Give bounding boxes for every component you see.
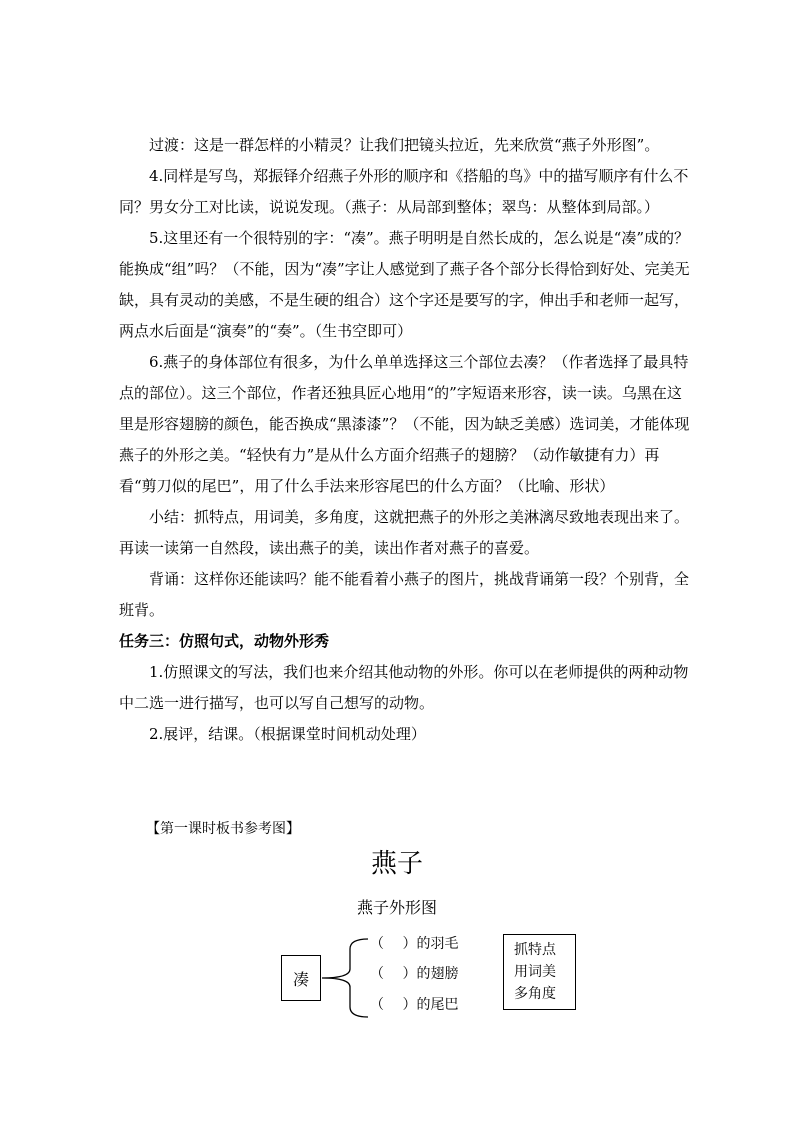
task3-item-1: 1.仿照课文的写法，我们也来介绍其他动物的外形。你可以在老师提供的两种动物中二选一进行描写，也可以写自己想写的动物。 — [119, 663, 689, 712]
lesson-text — [119, 130, 694, 750]
task3-heading: 任务三：仿照句式，动物外形秀 — [119, 632, 330, 650]
center-char-box — [281, 955, 321, 1001]
feature-feathers: （ ）的羽毛 — [370, 936, 459, 952]
paragraph-transition: 过渡：这是一群怎样的小精灵？让我们把镜头拉近，先来欣赏“燕子外形图”。 — [149, 136, 660, 154]
board-caption: 【第一课时板书参考图】 — [146, 821, 300, 837]
method-3: 多角度 — [514, 986, 556, 1002]
paragraph-6: 6.燕子的身体部位有很多，为什么单单选择这三个部位去凑？（作者选择了最具特点的部位）。这三个部位，作者还独具匠心地用“的”字短语来形容，读一读。乌黑在这里是形容翅膀的颜色，能否换成“黑漆漆”？（不能，因为缺乏美感）选词美，才能体现燕子的外形之美。“轻快有力”是从什么方面介绍燕子的翅膀？（动作敏捷有力）再看“剪刀似的尾巴”，用了什么手法来形容尾巴的什么方面？（比喻、形状） — [119, 353, 690, 495]
brace-icon — [320, 937, 370, 1019]
paragraph-summary: 小结：抓特点，用词美，多角度，这就把燕子的外形之美淋漓尽致地表现出来了。再读一读第一自然段，读出燕子的美，读出作者对燕子的喜爱。 — [119, 508, 690, 557]
paragraph-5: 5.这里还有一个很特别的字：“凑”。燕子明明是自然长成的，怎么说是“凑”成的？能换成“组”吗？（不能，因为“凑”字让人感觉到了燕子各个部分长得恰到好处、完美无缺，具有灵动的美感，不是生硬的组合）这个字还是要写的字，伸出手和老师一起写，两点水后面是“演奏”的“奏”。（生书空即可） — [119, 229, 690, 340]
board-subtitle: 燕子外形图 — [356, 898, 437, 917]
method-1: 抓特点 — [514, 942, 556, 958]
method-2: 用词美 — [514, 964, 556, 980]
paragraph-recite: 背诵：这样你还能读吗？能不能看着小燕子的图片，挑战背诵第一段？个别背，全班背。 — [119, 570, 690, 619]
task3-item-2: 2.展评，结课。（根据课堂时间机动处理） — [149, 725, 426, 743]
feature-wings: （ ）的翅膀 — [370, 966, 459, 982]
feature-tail: （ ）的尾巴 — [370, 997, 459, 1013]
method-box — [503, 934, 576, 1010]
paragraph-4: 4.同样是写鸟，郑振铎介绍燕子外形的顺序和《搭船的鸟》中的描写顺序有什么不同？男女分工对比读，说说发现。（燕子：从局部到整体；翠鸟：从整体到局部。） — [119, 167, 689, 216]
center-char: 凑 — [292, 969, 309, 989]
board-title: 燕子 — [370, 849, 423, 879]
